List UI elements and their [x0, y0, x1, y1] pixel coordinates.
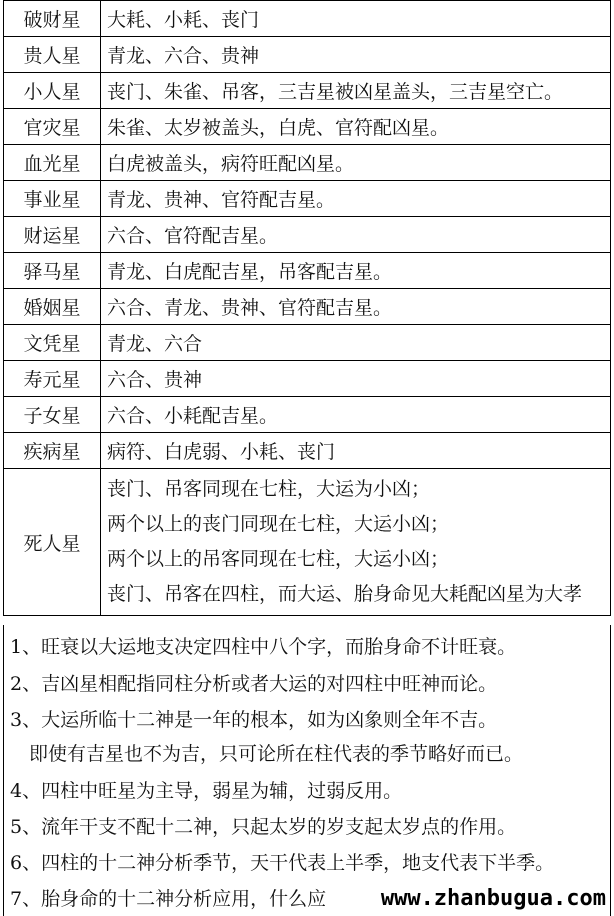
star-description: 病符、白虎弱、小耗、丧门 — [101, 433, 611, 469]
table-row-death-star — [4, 469, 611, 616]
note-line: 6、四柱的十二神分析季节，天干代表上半季，地支代表下半季。 — [10, 852, 555, 874]
notes-section — [3, 625, 611, 916]
star-name: 小人星 — [4, 73, 101, 109]
table-row — [4, 181, 611, 217]
table-row — [4, 361, 611, 397]
star-name: 财运星 — [4, 217, 101, 253]
star-name: 文凭星 — [4, 325, 101, 361]
description-line: 丧门、吊客在四柱，而大运、胎身命见大耗配凶星为大孝 — [107, 583, 583, 605]
note-line: 即使有吉星也不为吉，只可论所在柱代表的季节略好而已。 — [10, 743, 524, 765]
star-description: 白虎被盖头，病符旺配凶星。 — [101, 145, 611, 181]
note-line: 2、吉凶星相配指同柱分析或者大运的对四柱中旺神而论。 — [10, 673, 498, 695]
note-line: 1、旺衰以大运地支决定四柱中八个字，而胎身命不计旺衰。 — [10, 636, 517, 658]
table-row — [4, 289, 611, 325]
description-line: 丧门、吊客同现在七柱，大运为小凶； — [107, 478, 431, 500]
star-description: 朱雀、太岁被盖头，白虎、官符配凶星。 — [101, 109, 611, 145]
star-name: 贵人星 — [4, 37, 101, 73]
star-description: 丧门、朱雀、吊客，三吉星被凶星盖头，三吉星空亡。 — [101, 73, 611, 109]
star-name: 子女星 — [4, 397, 101, 433]
note-line: 3、大运所临十二神是一年的根本，如为凶象则全年不吉。 — [10, 709, 498, 731]
star-description: 青龙、白虎配吉星，吊客配吉星。 — [101, 253, 611, 289]
star-description: 六合、青龙、贵神、官符配吉星。 — [101, 289, 611, 325]
star-name: 破财星 — [4, 1, 101, 37]
star-name: 驿马星 — [4, 253, 101, 289]
star-name: 官灾星 — [4, 109, 101, 145]
table-row — [4, 109, 611, 145]
table-row — [4, 73, 611, 109]
star-description: 六合、贵神 — [101, 361, 611, 397]
star-table — [3, 0, 611, 616]
note-line: 5、流年干支不配十二神，只起太岁的岁支起太岁点的作用。 — [10, 816, 517, 838]
description-line: 两个以上的吊客同现在七柱，大运小凶； — [107, 548, 450, 570]
star-name: 血光星 — [4, 145, 101, 181]
star-name: 事业星 — [4, 181, 101, 217]
star-table-body — [4, 1, 611, 616]
star-name: 疾病星 — [4, 433, 101, 469]
star-description: 青龙、六合 — [101, 325, 611, 361]
table-row — [4, 253, 611, 289]
table-row — [4, 325, 611, 361]
star-name: 死人星 — [4, 469, 101, 616]
table-row — [4, 37, 611, 73]
star-description — [101, 469, 611, 616]
star-name: 寿元星 — [4, 361, 101, 397]
site-watermark: www.zhanbugua.com — [373, 884, 608, 916]
table-row — [4, 217, 611, 253]
table-row — [4, 433, 611, 469]
note-line: 7、胎身命的十二神分析应用，什么应 — [10, 888, 327, 910]
star-description: 青龙、贵神、官符配吉星。 — [101, 181, 611, 217]
table-row — [4, 1, 611, 37]
note-line: 4、四柱中旺星为主导，弱星为辅，过弱反用。 — [10, 780, 403, 802]
star-description: 大耗、小耗、丧门 — [101, 1, 611, 37]
description-line: 两个以上的丧门同现在七柱，大运小凶； — [107, 513, 450, 535]
star-description: 青龙、六合、贵神 — [101, 37, 611, 73]
star-description: 六合、官符配吉星。 — [101, 217, 611, 253]
table-row — [4, 397, 611, 433]
table-row — [4, 145, 611, 181]
star-description: 六合、小耗配吉星。 — [101, 397, 611, 433]
star-name: 婚姻星 — [4, 289, 101, 325]
